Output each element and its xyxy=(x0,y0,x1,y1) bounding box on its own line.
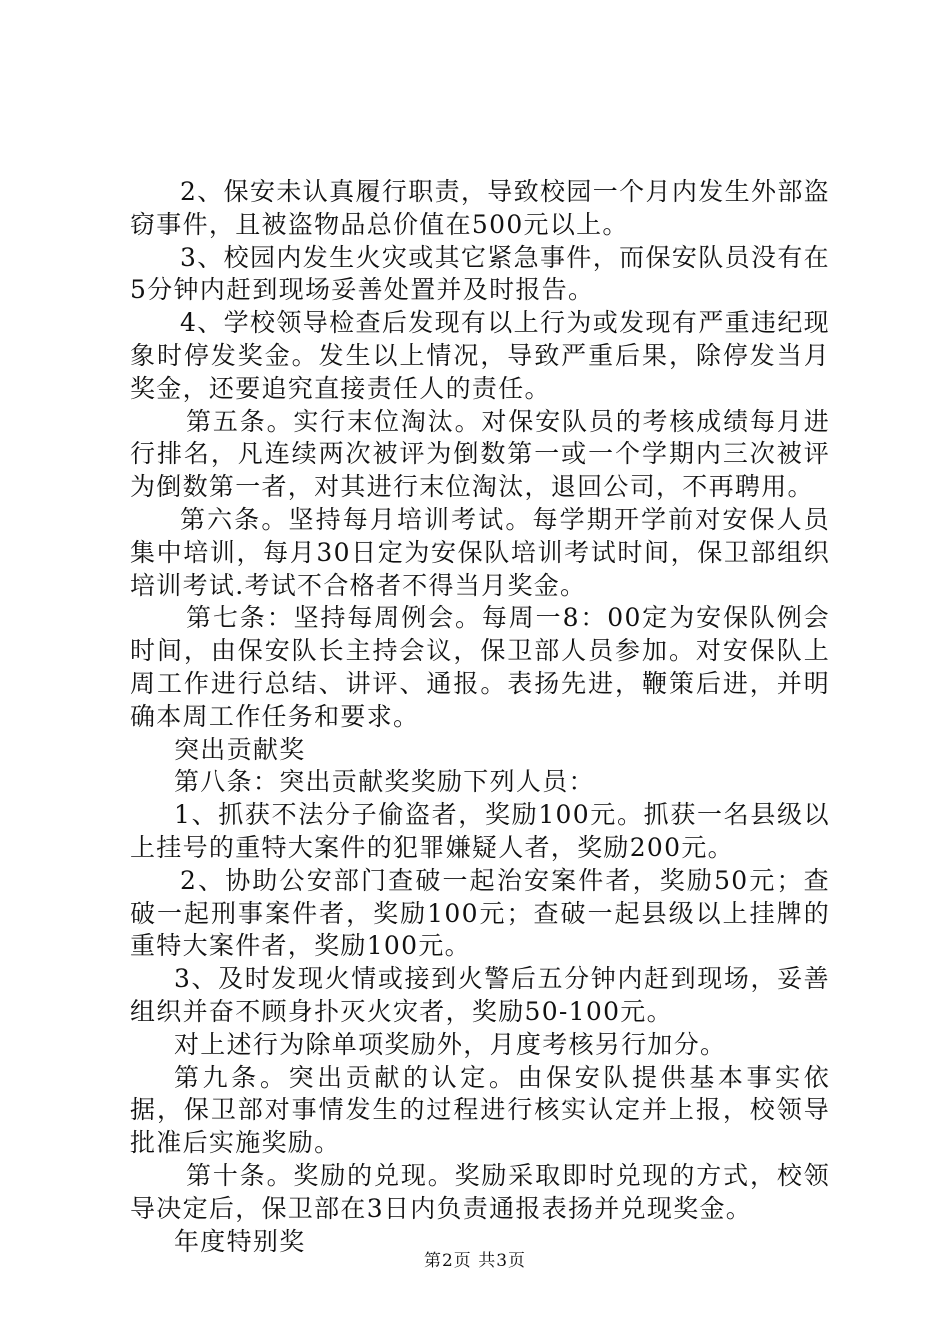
paragraph: 4、学校领导检查后发现有以上行为或发现有严重违纪现象时停发奖金。发生以上情况，导致严重后果，除停发当月奖金，还要追究直接责任人的责任。 xyxy=(130,308,830,403)
paragraph: 第六条。坚持每月培训考试。每学期开学前对安保人员集中培训，每月30日定为安保队培训考试时间，保卫部组织培训考试.考试不合格者不得当月奖金。 xyxy=(130,504,830,600)
paragraph: 3、及时发现火情或接到火警后五分钟内赶到现场，妥善组织并奋不顾身扑灭火灾者，奖励50-100元。 xyxy=(130,964,830,1026)
paragraph: 第十条。奖励的兑现。奖励采取即时兑现的方式，校领导决定后，保卫部在3日内负责通报表扬并兑现奖金。 xyxy=(130,1160,830,1223)
page-footer: 第2页 共3页 xyxy=(423,1251,527,1271)
paragraph: 第九条。突出贡献的认定。由保安队提供基本事实依据，保卫部对事情发生的过程进行核实认定并上报，校领导批准后实施奖励。 xyxy=(130,1062,830,1158)
paragraph: 第八条：突出贡献奖奖励下列人员： xyxy=(174,767,595,797)
paragraph: 2、协助公安部门查破一起治安案件者，奖励50元；查破一起刑事案件者，奖励100元；查破一起县级以上挂牌的重特大案件者，奖励100元。 xyxy=(130,865,830,961)
paragraph: 对上述行为除单项奖励外，月度考核另行加分。 xyxy=(174,1029,727,1059)
section-heading: 年度特别奖 xyxy=(174,1226,306,1256)
paragraph: 第五条。实行末位淘汰。对保安队员的考核成绩每月进行排名，凡连续两次被评为倒数第一或一个学期内三次被评为倒数第一者，对其进行末位淘汰，退回公司，不再聘用。 xyxy=(130,406,830,502)
section-heading: 突出贡献奖 xyxy=(174,734,306,764)
paragraph: 3、校园内发生火灾或其它紧急事件，而保安队员没有在5分钟内赶到现场妥善处置并及时报告。 xyxy=(130,242,830,305)
document-body xyxy=(130,176,830,1258)
paragraph: 2、保安未认真履行职责，导致校园一个月内发生外部盗窃事件，且被盗物品总价值在500元以上。 xyxy=(130,177,830,239)
paragraph: 1、抓获不法分子偷盗者，奖励100元。抓获一名县级以上挂号的重特大案件的犯罪嫌疑人者，奖励200元。 xyxy=(130,800,830,862)
paragraph: 第七条：坚持每周例会。每周一8：00定为安保队例会时间，由保安队长主持会议，保卫部人员参加。对安保队上周工作进行总结、讲评、通报。表扬先进，鞭策后进，并明确本周工作任务和要求。 xyxy=(130,603,830,731)
